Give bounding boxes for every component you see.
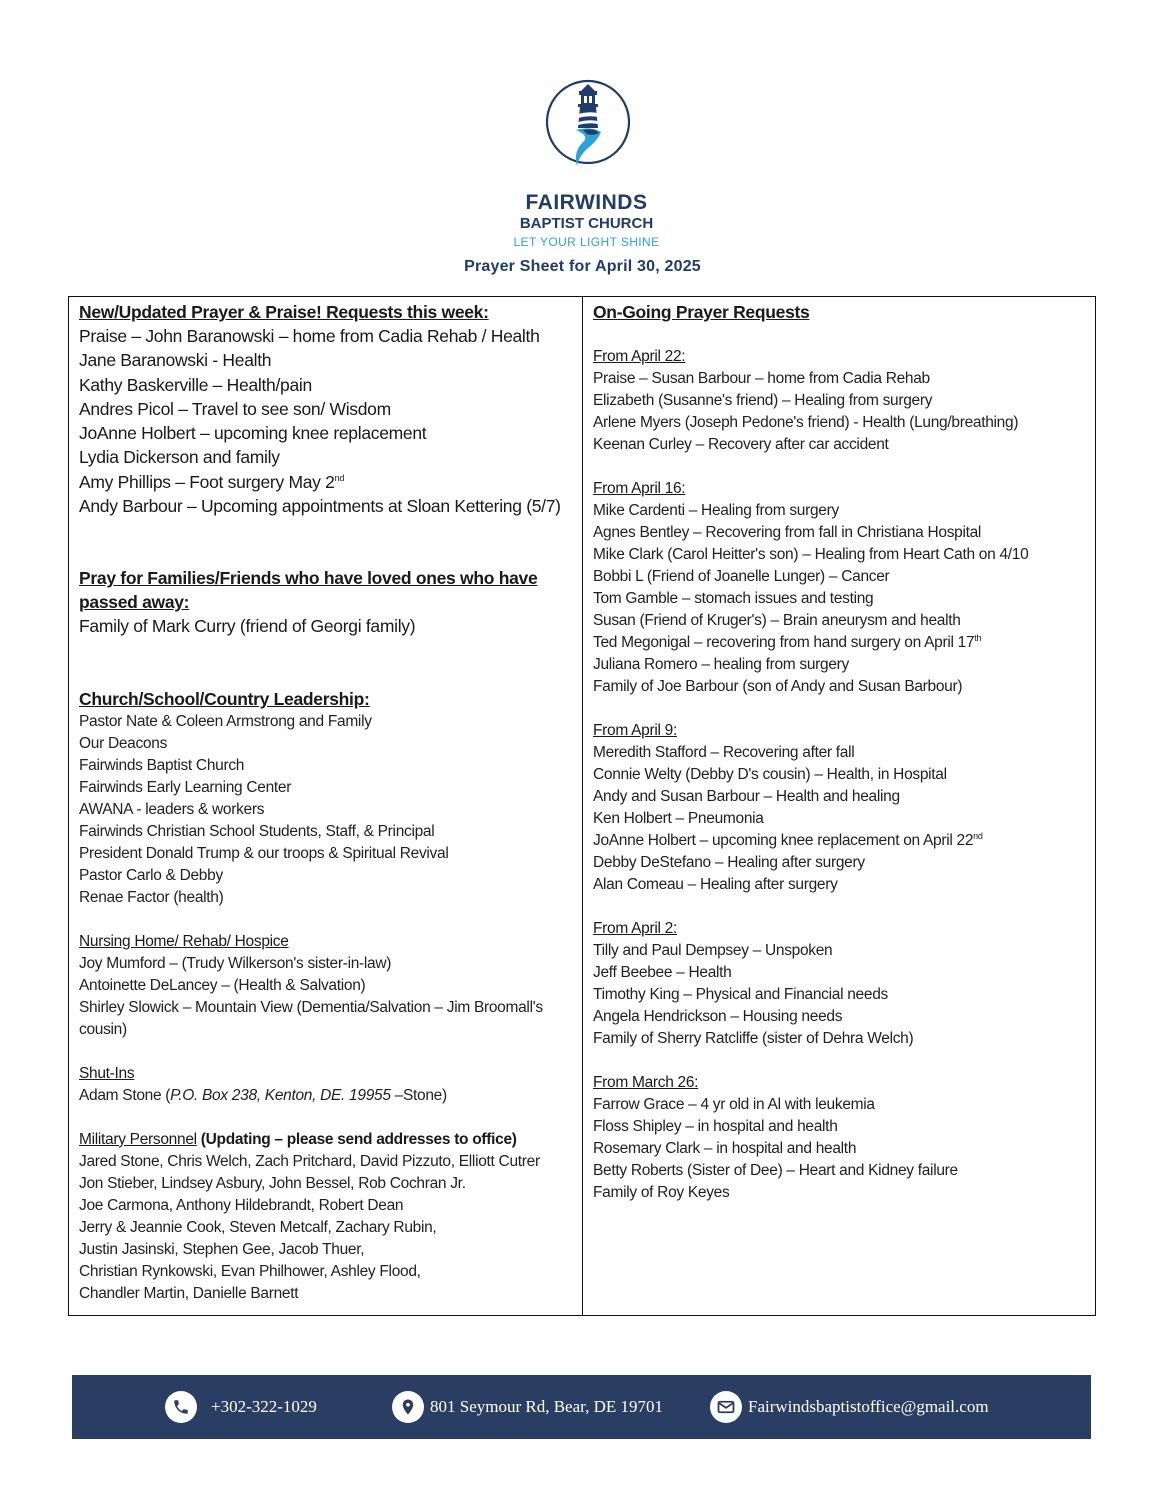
list-item [593, 632, 1095, 654]
list-item [79, 1085, 582, 1107]
list-item: Family of Joe Barbour (son of Andy and Susan Barbour) [593, 678, 963, 695]
list-item: Juliana Romero – healing from surgery [593, 656, 849, 673]
list-item-text: JoAnne Holbert – upcoming knee replacement on April 22 [593, 832, 974, 849]
list-item: Connie Welty (Debby D's cousin) – Health, in Hospital [593, 766, 947, 783]
list-item: Tom Gamble – stomach issues and testing [593, 590, 874, 607]
list-item: Agnes Bentley – Recovering from fall in Christiana Hospital [593, 524, 982, 541]
list-item: Our Deacons [79, 734, 168, 752]
list-item: Fairwinds Christian School Students, Staff, & Principal [79, 822, 435, 840]
list-item: Rosemary Clark – in hospital and health [593, 1140, 857, 1157]
military-note: (Updating – please send addresses to office) [196, 1130, 517, 1148]
families-heading-continued: passed away: [79, 592, 190, 613]
list-item: Pastor Carlo & Debby [79, 866, 223, 884]
list-item: Family of Sherry Ratcliffe (sister of Dehra Welch) [593, 1030, 914, 1047]
new-requests-heading: New/Updated Prayer & Praise! Requests this week: [79, 302, 489, 322]
list-item: JoAnne Holbert – upcoming knee replacement [79, 423, 427, 444]
list-item: Jeff Beebee – Health [593, 964, 732, 981]
list-item: Shirley Slowick – Mountain View (Dementia/Salvation – Jim Broomall's cousin) [79, 998, 543, 1038]
list-item: Keenan Curley – Recovery after car accident [593, 436, 889, 453]
list-item: Renae Factor (health) [79, 888, 224, 906]
location-pin-icon [392, 1391, 424, 1423]
list-item: Lydia Dickerson and family [79, 447, 280, 468]
page-title: Prayer Sheet for April 30, 2025 [464, 258, 701, 275]
list-item: Arlene Myers (Joseph Pedone's friend) - Health (Lung/breathing) [593, 414, 1019, 431]
list-item: Family of Mark Curry (friend of Georgi family) [79, 616, 416, 637]
phone-number: +302-322-1029 [211, 1397, 317, 1416]
list-item: Christian Rynkowski, Evan Philhower, Ashley Flood, [79, 1262, 421, 1280]
list-item: Meredith Stafford – Recovering after fall [593, 744, 855, 761]
families-heading: Pray for Families/Friends who have loved ones who have [79, 568, 538, 589]
shutin-address: P.O. Box 238, Kenton, DE. 19955 [170, 1086, 391, 1104]
date-group-label: From April 16: [593, 480, 686, 497]
shutin-tail: –Stone) [390, 1086, 447, 1104]
email-address: Fairwindsbaptistoffice@gmail.com [748, 1397, 989, 1416]
list-item: Praise – John Baranowski – home from Cadia Rehab / Health [79, 326, 540, 346]
list-item: Debby DeStefano – Healing after surgery [593, 854, 865, 871]
date-group-label: From April 9: [593, 722, 677, 739]
list-item: Alan Comeau – Healing after surgery [593, 876, 838, 893]
contact-footer [72, 1375, 1091, 1439]
military-heading-line [79, 1129, 582, 1151]
list-item: Floss Shipley – in hospital and health [593, 1118, 838, 1135]
list-item: Elizabeth (Susanne's friend) – Healing from surgery [593, 392, 933, 409]
list-item: Jane Baranowski - Health [79, 350, 272, 371]
list-item: Family of Roy Keyes [593, 1184, 730, 1201]
list-item: Justin Jasinski, Stephen Gee, Jacob Thuer, [79, 1240, 365, 1258]
church-logo [543, 78, 633, 190]
shutin-name: Adam Stone ( [79, 1086, 171, 1104]
list-item: Andy Barbour – Upcoming appointments at Sloan Kettering (5/7) [79, 496, 561, 517]
list-item: Betty Roberts (Sister of Dee) – Heart and Kidney failure [593, 1162, 958, 1179]
list-item: Jon Stieber, Lindsey Asbury, John Bessel, Rob Cochran Jr. [79, 1174, 466, 1192]
address-contact[interactable] [392, 1375, 663, 1439]
list-item-text: Amy Phillips – Foot surgery May 2 [79, 471, 335, 492]
list-item: Jared Stone, Chris Welch, Zach Pritchard, David Pizzuto, Elliott Cutrer [79, 1152, 540, 1170]
military-heading: Military Personnel [79, 1130, 197, 1148]
list-item: Joe Carmona, Anthony Hildebrandt, Robert Dean [79, 1196, 404, 1214]
list-item [79, 470, 582, 494]
list-item: Mike Cardenti – Healing from surgery [593, 502, 839, 519]
list-item: Jerry & Jeannie Cook, Steven Metcalf, Zachary Rubin, [79, 1218, 437, 1236]
date-group-label: From April 22: [593, 348, 686, 365]
list-item: Ken Holbert – Pneumonia [593, 810, 764, 827]
ordinal-suffix: nd [973, 830, 983, 841]
list-item: Praise – Susan Barbour – home from Cadia Rehab [593, 370, 930, 387]
leadership-heading: Church/School/Country Leadership: [79, 688, 370, 709]
right-column [583, 297, 1095, 1315]
list-item: Kathy Baskerville – Health/pain [79, 374, 312, 395]
list-item: Pastor Nate & Coleen Armstrong and Family [79, 712, 372, 730]
ongoing-heading: On-Going Prayer Requests [593, 302, 810, 322]
brand-name: FAIRWINDS [525, 191, 648, 214]
list-item: Fairwinds Baptist Church [79, 756, 245, 774]
phone-contact[interactable] [165, 1375, 317, 1439]
ordinal-suffix: nd [334, 472, 345, 483]
shutins-heading: Shut-Ins [79, 1064, 135, 1082]
list-item: Bobbi L (Friend of Joanelle Lunger) – Cancer [593, 568, 890, 585]
list-item [593, 830, 1095, 852]
email-icon [710, 1391, 742, 1423]
list-item: President Donald Trump & our troops & Spiritual Revival [79, 844, 449, 862]
list-item: Andy and Susan Barbour – Health and healing [593, 788, 900, 805]
list-item-text: Ted Megonigal – recovering from hand surgery on April 17 [593, 634, 975, 651]
list-item: Angela Hendrickson – Housing needs [593, 1008, 843, 1025]
list-item: Farrow Grace – 4 yr old in Al with leukemia [593, 1096, 875, 1113]
list-item: AWANA - leaders & workers [79, 800, 265, 818]
list-item: Susan (Friend of Kruger's) – Brain aneurysm and health [593, 612, 961, 629]
list-item: Chandler Martin, Danielle Barnett [79, 1284, 299, 1302]
left-column [69, 297, 583, 1315]
list-item: Antoinette DeLancey – (Health & Salvation) [79, 976, 366, 994]
list-item: Fairwinds Early Learning Center [79, 778, 292, 796]
ordinal-suffix: th [974, 632, 982, 643]
date-group-label: From April 2: [593, 920, 677, 937]
address-text: 801 Seymour Rd, Bear, DE 19701 [430, 1397, 664, 1416]
date-group-label: From March 26: [593, 1074, 699, 1091]
nursing-heading: Nursing Home/ Rehab/ Hospice [79, 932, 289, 950]
list-item: Andres Picol – Travel to see son/ Wisdom [79, 398, 391, 419]
list-item: Timothy King – Physical and Financial needs [593, 986, 888, 1003]
list-item: Tilly and Paul Dempsey – Unspoken [593, 942, 833, 959]
brand-subname: BAPTIST CHURCH [519, 215, 654, 232]
list-item: Mike Clark (Carol Heitter's son) – Healing from Heart Cath on 4/10 [593, 546, 1029, 563]
prayer-table [68, 296, 1096, 1316]
email-contact[interactable] [710, 1375, 989, 1439]
phone-icon [165, 1391, 197, 1423]
list-item: Joy Mumford – (Trudy Wilkerson's sister-in-law) [79, 954, 392, 972]
brand-tagline: LET YOUR LIGHT SHINE [513, 235, 660, 249]
